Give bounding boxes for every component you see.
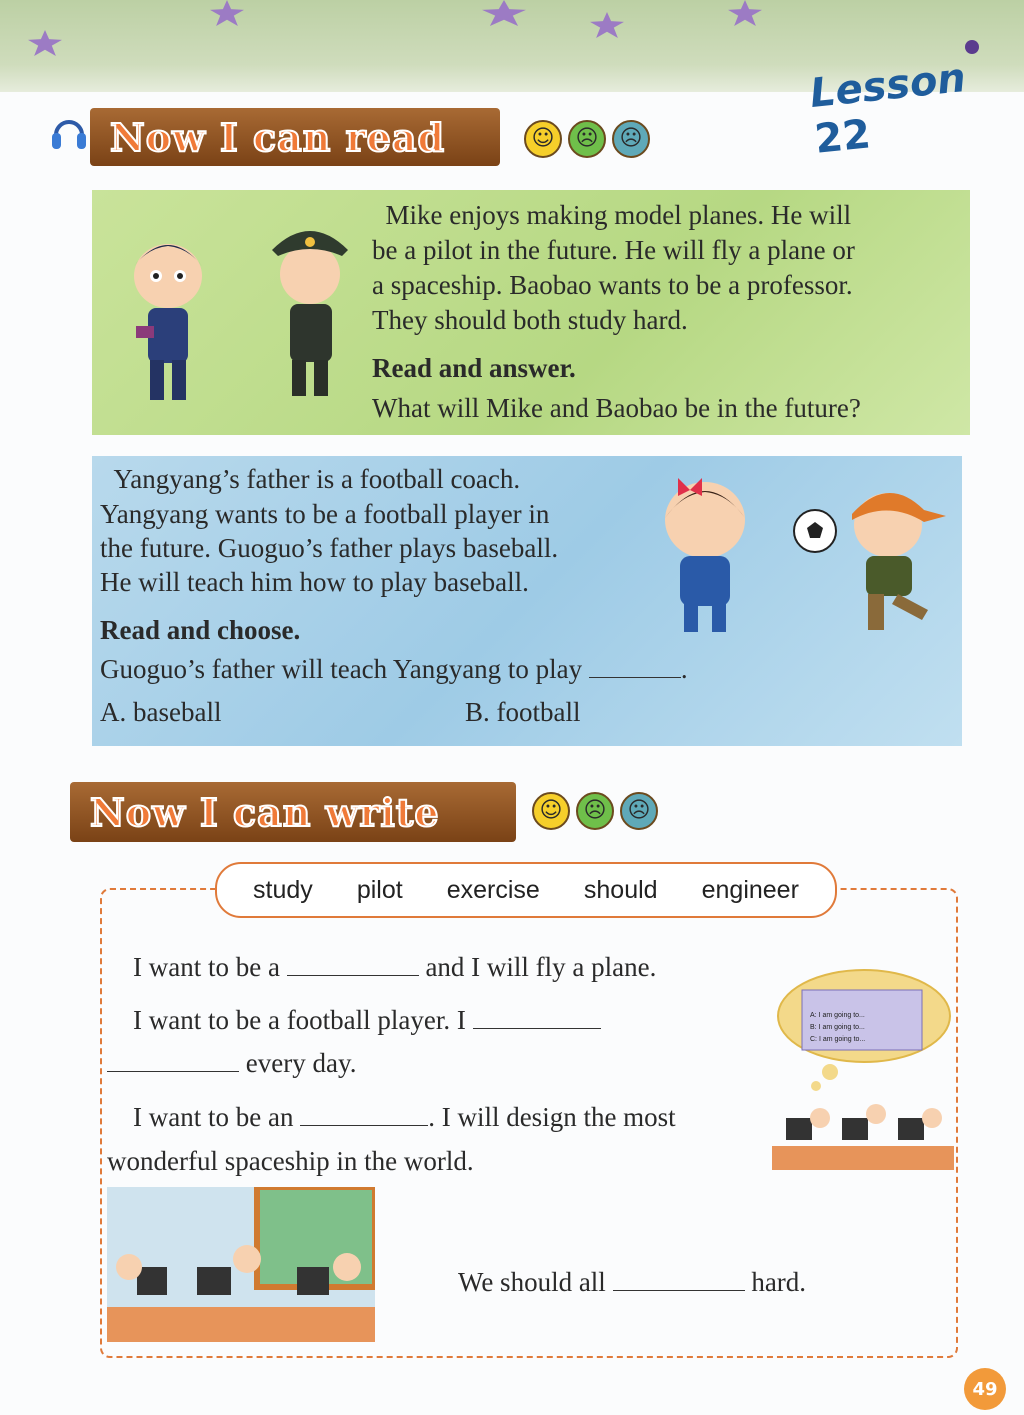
blank-input[interactable] [473,1004,601,1029]
star-icon [210,0,244,26]
read-section-title: Now I can read [110,114,446,160]
sentence3-cont: wonderful spaceship in the world. [107,1146,474,1176]
lesson-number: 22 [812,111,873,163]
happy-face-icon[interactable]: ☺ [524,120,562,158]
girl-illustration [650,470,760,640]
boy-football-illustration [828,470,958,640]
happy-face-icon[interactable]: ☺ [532,792,570,830]
passage1-line4: They should both study hard. [372,305,688,335]
passage2-line1: Yangyang’s father is a football coach. [113,464,521,494]
passage1-task-heading: Read and answer. [372,353,576,383]
sad-face-icon[interactable]: ☹ [612,120,650,158]
sentence2: I want to be a football player. I [133,1003,601,1038]
lesson-word: Lesson [807,55,968,118]
sentence3: I want to be an . I will design the most [133,1102,676,1132]
word-bank-item: study [253,875,313,904]
page-number: 49 [964,1368,1006,1410]
star-icon [482,0,526,26]
passage2-line4: He will teach him how to play baseball. [100,567,529,597]
option-a[interactable]: A. baseball [100,697,222,727]
sentence2-cont: every day. [107,1046,356,1081]
passage1-question: What will Mike and Baobao be in the future? [372,393,861,423]
sentence4: We should all hard. [458,1267,807,1297]
self-assessment-faces [524,120,650,158]
write-section-banner [70,782,516,842]
sad-face-icon[interactable]: ☹ [620,792,658,830]
passage1-line3: a spaceship. Baobao wants to be a professor. [372,270,853,300]
boy-student-illustration [118,218,218,408]
write-self-assessment-faces [532,792,658,830]
classroom-illustration [107,1187,375,1342]
word-bank [215,862,837,918]
neutral-face-icon[interactable]: ☹ [568,120,606,158]
blank-input[interactable] [300,1101,428,1126]
read-section-banner [90,108,500,166]
word-bank-item: engineer [701,875,799,904]
word-bank-item: should [583,875,658,904]
star-icon [590,12,624,38]
pilot-boy-illustration [262,212,357,402]
star-icon [28,30,62,56]
word-bank-item: pilot [356,875,403,904]
passage2-task-heading: Read and choose. [100,615,301,645]
passage2-line3: the future. Guoguo’s father plays baseball. [100,533,559,563]
blank-input[interactable] [287,951,419,976]
pin-icon [965,40,979,54]
passage2-question: Guoguo’s father will teach Yangyang to play . [100,654,688,684]
computer-class-illustration [772,968,954,1173]
write-section-title: Now I can write [90,789,440,835]
sentence1: I want to be a and I will fly a plane. [133,952,657,982]
thought-bubble-text: A: I am going to... B: I am going to... C: I am going to... [810,1012,866,1043]
passage2-line2: Yangyang wants to be a football player in [100,499,550,529]
passage1-line1: Mike enjoys making model planes. He will [385,200,852,230]
blank-input[interactable] [107,1047,239,1072]
neutral-face-icon[interactable]: ☹ [576,792,614,830]
option-b[interactable]: B. football [465,697,581,727]
blank-input[interactable] [613,1266,745,1291]
passage1-line2: be a pilot in the future. He will fly a plane or [372,235,855,265]
star-icon [728,0,762,26]
word-bank-item: exercise [446,875,540,904]
headphones-icon [50,113,88,155]
